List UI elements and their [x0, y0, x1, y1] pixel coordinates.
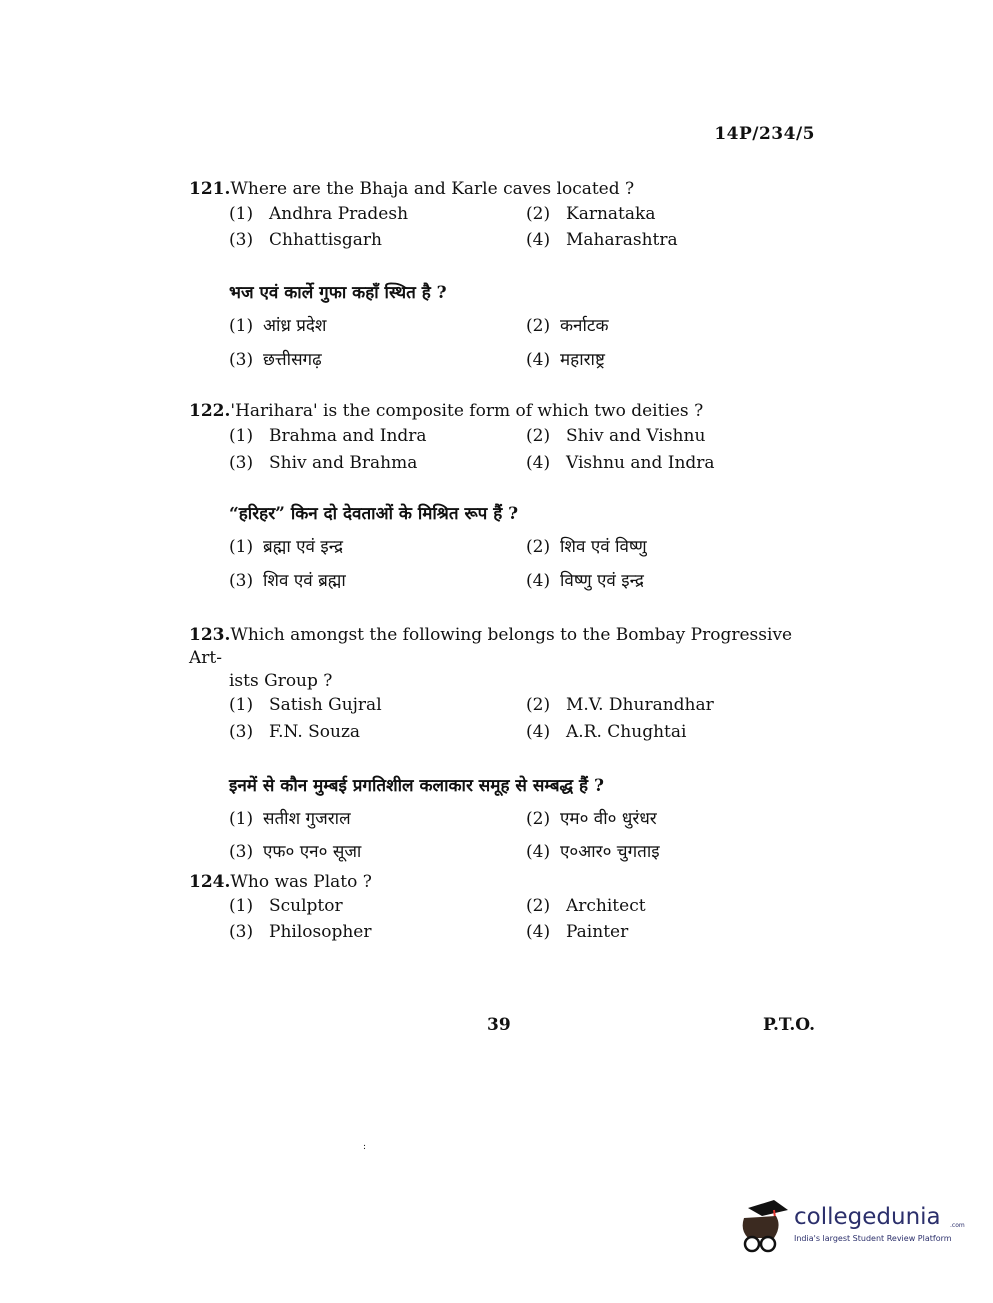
hindi-options: [229, 806, 819, 876]
question-text: 'Harihara' is the composite form of which two deities ?: [230, 401, 704, 421]
mascot-icon: [734, 1196, 792, 1260]
option-2: (2) Karnataka: [526, 204, 656, 224]
option-1: (1) Brahma and Indra: [229, 426, 427, 446]
option-2: (2) Shiv and Vishnu: [526, 426, 706, 446]
hindi-option-1: (1) सतीश गुजराल: [229, 809, 351, 829]
question-number: 123.: [189, 625, 231, 645]
hindi-option-3: (3) शिव एवं ब्रह्मा: [229, 571, 346, 591]
option-3: (3) Shiv and Brahma: [229, 453, 418, 473]
option-4: (4) Painter: [526, 922, 629, 942]
option-2: (2) Architect: [526, 896, 646, 916]
hindi-option-3: (3) एफ० एन० सूजा: [229, 842, 362, 862]
option-1: (1) Andhra Pradesh: [229, 204, 409, 224]
hindi-option-4: (4) महाराष्ट्र: [526, 350, 605, 370]
hindi-option-2: (2) शिव एवं विष्णु: [526, 537, 647, 557]
question-text: Where are the Bhaja and Karle caves located ?: [230, 179, 635, 199]
question-text: Which amongst the following belongs to the Bombay Progressive Art-: [189, 625, 793, 668]
options: [229, 894, 819, 949]
question-122: [189, 400, 819, 604]
option-4: (4) Maharashtra: [526, 230, 678, 250]
hindi-option-1: (1) ब्रह्मा एवं इन्द्र: [229, 537, 344, 557]
hindi-question-text: भज एवं कार्ले गुफा कहाँ स्थित है ?: [229, 283, 447, 303]
brand-domain: .com: [950, 1222, 965, 1229]
page-number: 39: [487, 1015, 511, 1035]
question-124: [189, 871, 819, 949]
hindi-options: [229, 313, 819, 383]
pto-label: P.T.O.: [763, 1015, 815, 1035]
options: [229, 693, 819, 748]
question-number: 122.: [189, 401, 231, 421]
hindi-option-4: (4) विष्णु एवं इन्द्र: [526, 571, 644, 591]
option-1: (1) Satish Gujral: [229, 695, 382, 715]
hindi-option-2: (2) एम० वी० धुरंधर: [526, 809, 657, 829]
paper-code: 14P/234/5: [714, 124, 815, 144]
question-121: [189, 178, 819, 383]
option-4: (4) A.R. Chughtai: [526, 722, 687, 742]
option-4: (4) Vishnu and Indra: [526, 453, 715, 473]
question-number: 121.: [189, 179, 231, 199]
brand-tagline: India's largest Student Review Platform: [794, 1234, 952, 1243]
hindi-option-4: (4) ए०आर० चुगताइ: [526, 842, 660, 862]
options: [229, 423, 819, 478]
option-3: (3) Philosopher: [229, 922, 372, 942]
option-3: (3) Chhattisgarh: [229, 230, 382, 250]
option-3: (3) F.N. Souza: [229, 722, 361, 742]
question-number: 124.: [189, 872, 231, 892]
option-1: (1) Sculptor: [229, 896, 343, 916]
hindi-option-1: (1) आंध्र प्रदेश: [229, 316, 327, 336]
question-123: [189, 624, 819, 876]
collegedunia-logo: [734, 1196, 964, 1260]
question-text-continued: ists Group ?: [229, 671, 333, 691]
hindi-option-3: (3) छत्तीसगढ़: [229, 350, 322, 370]
stray-mark: :: [363, 1142, 367, 1152]
options: [229, 201, 819, 256]
hindi-question-text: इनमें से कौन मुम्बई प्रगतिशील कलाकार समूह से सम्बद्ध हैं ?: [229, 776, 604, 796]
option-2: (2) M.V. Dhurandhar: [526, 695, 714, 715]
question-text: Who was Plato ?: [230, 872, 372, 892]
brand-name: collegedunia: [794, 1204, 941, 1230]
hindi-options: [229, 534, 819, 604]
hindi-option-2: (2) कर्नाटक: [526, 316, 609, 336]
hindi-question-text: “हरिहर” किन दो देवताओं के मिश्रित रूप हैं ?: [229, 504, 519, 524]
